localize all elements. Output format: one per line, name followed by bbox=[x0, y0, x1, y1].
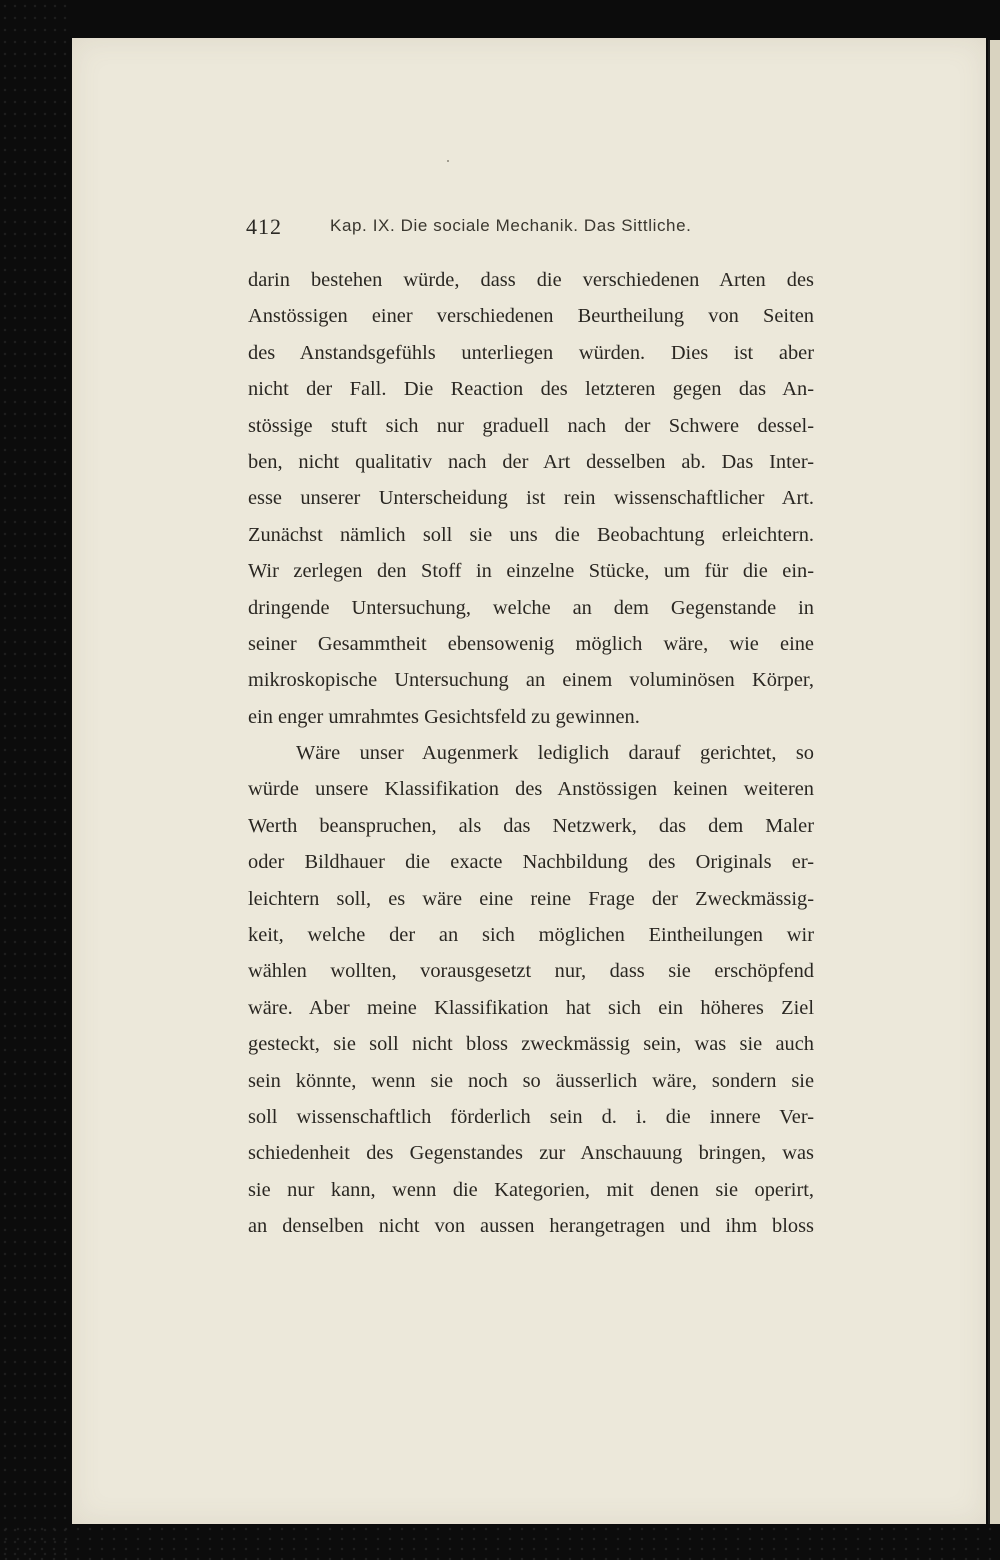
text-line: Zunächst nämlich soll sie uns die Beobachtung erleichtern. bbox=[248, 523, 814, 546]
text-line: mikroskopische Untersuchung an einem voluminösen Körper, bbox=[248, 669, 814, 692]
text-line: des Anstandsgefühls unterliegen würden. Dies ist aber bbox=[248, 341, 814, 364]
text-line: stössige stuft sich nur graduell nach der Schwere dessel- bbox=[248, 414, 814, 437]
text-line: oder Bildhauer die exacte Nachbildung des Originals er- bbox=[248, 851, 814, 874]
text-line: Werth beanspruchen, als das Netzwerk, das dem Maler bbox=[248, 814, 814, 837]
text-line: gesteckt, sie soll nicht bloss zweckmässig sein, was sie auch bbox=[248, 1033, 814, 1056]
text-line: wählen wollten, vorausgesetzt nur, dass sie erschöpfend bbox=[248, 960, 814, 983]
text-line: an denselben nicht von aussen herangetragen und ihm bloss bbox=[248, 1215, 814, 1238]
text-line: leichtern soll, es wäre eine reine Frage der Zweckmässig- bbox=[248, 887, 814, 910]
page-header bbox=[246, 214, 836, 244]
text-line: keit, welche der an sich möglichen Eintheilungen wir bbox=[248, 924, 814, 947]
text-line: nicht der Fall. Die Reaction des letzteren gegen das An- bbox=[248, 378, 814, 401]
text-line: darin bestehen würde, dass die verschiedenen Arten des bbox=[248, 269, 814, 291]
page-edge-strip bbox=[988, 40, 1000, 1524]
text-line: Wir zerlegen den Stoff in einzelne Stücke, um für die ein- bbox=[248, 560, 814, 583]
text-line: ben, nicht qualitativ nach der Art desselben ab. Das Inter- bbox=[248, 450, 814, 473]
text-line: ein enger umrahmtes Gesichtsfeld zu gewinnen. bbox=[248, 705, 640, 728]
paragraph-2 bbox=[248, 735, 814, 1244]
text-line: dringende Untersuchung, welche an dem Gegenstande in bbox=[248, 596, 814, 619]
text-line: seiner Gesammtheit ebensowenig möglich wäre, wie eine bbox=[248, 632, 814, 655]
text-line: soll wissenschaftlich förderlich sein d. i. die innere Ver- bbox=[248, 1105, 814, 1128]
scanner-edge-bottom bbox=[0, 1524, 1000, 1560]
text-line: Wäre unser Augenmerk lediglich darauf gerichtet, so bbox=[296, 742, 814, 765]
paragraph-1 bbox=[248, 262, 814, 735]
text-line: würde unsere Klassifikation des Anstössigen keinen weiteren bbox=[248, 778, 814, 801]
text-line: sie nur kann, wenn die Kategorien, mit denen sie operirt, bbox=[248, 1178, 814, 1201]
scanner-edge-left bbox=[0, 0, 70, 1560]
text-line: esse unserer Unterscheidung ist rein wissenschaftlicher Art. bbox=[248, 487, 814, 510]
paper-speck bbox=[447, 160, 449, 162]
running-head: Kap. IX. Die sociale Mechanik. Das Sittliche. bbox=[330, 216, 692, 235]
text-line: sein könnte, wenn sie noch so äusserlich wäre, sondern sie bbox=[248, 1069, 814, 1092]
text-line: Anstössigen einer verschiedenen Beurtheilung von Seiten bbox=[248, 305, 814, 328]
text-line: schiedenheit des Gegenstandes zur Anschauung bringen, was bbox=[248, 1142, 814, 1165]
page-number: 412 bbox=[246, 214, 282, 239]
text-line: wäre. Aber meine Klassifikation hat sich ein höheres Ziel bbox=[248, 996, 814, 1019]
body-text bbox=[248, 262, 814, 1245]
